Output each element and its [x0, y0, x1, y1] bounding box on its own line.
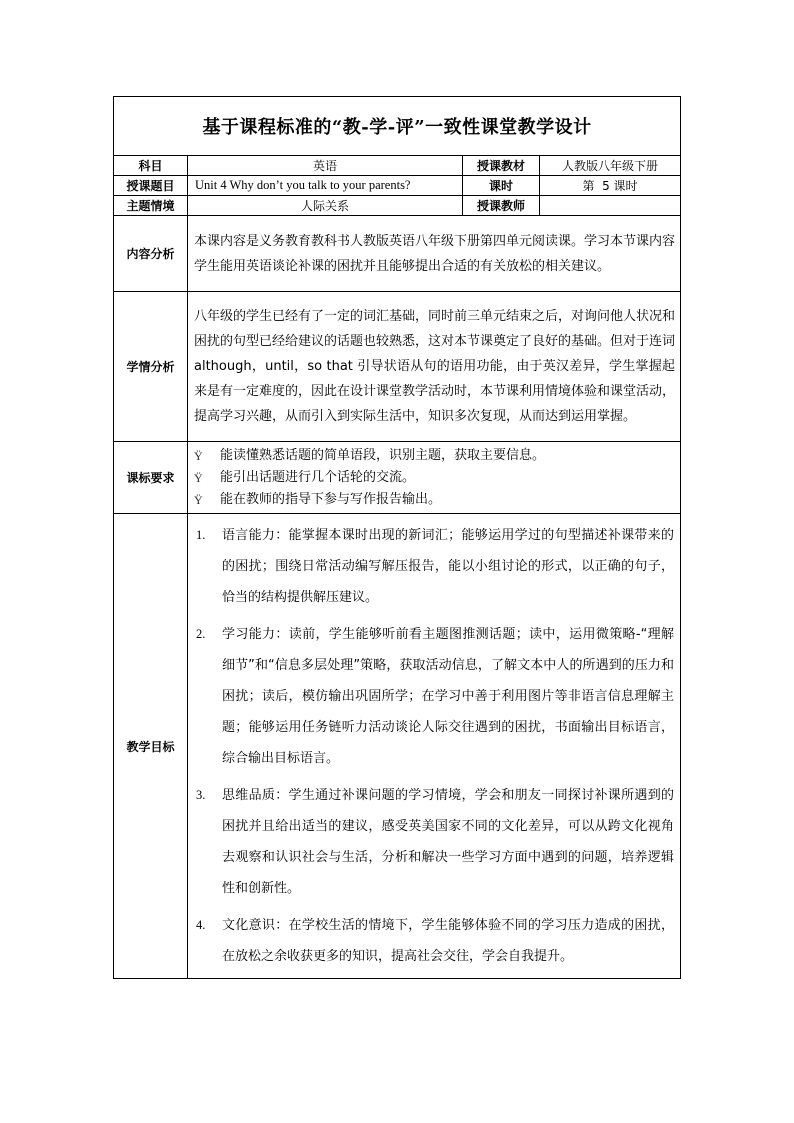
lesson-plan-document — [113, 96, 680, 979]
goal-item — [194, 619, 674, 774]
content-analysis-text: 本课内容是义务教育教科书人教版英语八年级下册第四单元阅读课。学习本节课内容学生能用英语谈论补课的困扰并且能够提出合适的有关放松的相关建议。 — [188, 216, 681, 292]
curriculum-item — [194, 445, 674, 467]
material-value: 人教版八年级下册 — [540, 156, 681, 176]
curriculum-item-text: 能在教师的指导下参与写作报告输出。 — [220, 491, 442, 507]
goal-item — [194, 520, 674, 613]
subject-value: 英语 — [188, 156, 463, 176]
lesson-plan-table — [113, 96, 681, 979]
period-value: 第 5 课时 — [540, 176, 681, 196]
curriculum-item-text: 能引出话题进行几个话轮的交流。 — [220, 469, 416, 485]
goal-number: 4. — [196, 918, 206, 932]
curriculum-list — [188, 442, 681, 514]
goal-number: 2. — [196, 627, 206, 641]
student-analysis-text: 八年级的学生已经有了一定的词汇基础，同时前三单元结束之后，对询问他人状况和困扰的句型已经给建议的话题也较熟悉，这对本节课奠定了良好的基础。但对于连词 although，until，so that 引导状语从句的语用功能，由于英汉差异，学生掌握起来是有一定难度的，因此在设计课堂教学活动时，本节课利用情境体验和课堂活动，提高学习兴趣，从而引入到实际生活中，知识多次复现，从而达到运用掌握。 — [188, 292, 681, 442]
goal-item — [194, 780, 674, 904]
subject-label: 科目 — [114, 156, 188, 176]
student-analysis-label: 学情分析 — [114, 292, 188, 442]
curriculum-label: 课标要求 — [114, 442, 188, 514]
curriculum-item-text: 能读懂熟悉话题的简单语段，识别主题，获取主要信息。 — [220, 447, 546, 463]
bullet-icon: Ÿ — [194, 492, 203, 507]
content-analysis-label: 内容分析 — [114, 216, 188, 292]
teacher-label: 授课教师 — [463, 196, 540, 216]
goal-number: 3. — [196, 788, 206, 802]
goals-label: 教学目标 — [114, 514, 188, 979]
topic-label: 授课题目 — [114, 176, 188, 196]
bullet-icon: Ÿ — [194, 470, 203, 485]
period-label: 课时 — [463, 176, 540, 196]
goal-text: 学习能力：读前，学生能够听前看主题图推测话题；读中，运用微策略-“理解细节”和“信息多层处理”策略，获取活动信息，了解文本中人的所遇到的压力和困扰；读后，模仿输出巩固所学；在学习中善于利用图片等非语言信息理解主题；能够运用任务链听力活动谈论人际交往遇到的困扰，书面输出目标语言，综合输出目标语言。 — [222, 627, 675, 766]
bullet-icon: Ÿ — [194, 448, 203, 463]
goal-text: 语言能力：能掌握本课时出现的新词汇；能够运用学过的句型描述补课带来的的困扰；围绕日常活动编写解压报告，能以小组讨论的形式，以正确的句子，恰当的结构提供解压建议。 — [222, 528, 675, 605]
goals-list — [188, 514, 681, 979]
goal-text: 思维品质：学生通过补课问题的学习情境，学会和朋友一同探讨补课所遇到的困扰并且给出适当的建议，感受英美国家不同的文化差异，可以从跨文化视角去观察和认识社会与生活，分析和解决一些学习方面中遇到的问题，培养逻辑性和创新性。 — [222, 788, 675, 896]
curriculum-item — [194, 489, 674, 511]
context-value: 人际关系 — [188, 196, 463, 216]
curriculum-item — [194, 467, 674, 489]
teacher-value — [540, 196, 681, 216]
context-label: 主题情境 — [114, 196, 188, 216]
goal-number: 1. — [196, 528, 206, 542]
goal-item — [194, 910, 674, 972]
topic-value: Unit 4 Why don’t you talk to your parents? — [188, 176, 463, 196]
document-title: 基于课程标准的“教-学-评”一致性课堂教学设计 — [114, 97, 681, 156]
goal-text: 文化意识：在学校生活的情境下，学生能够体验不同的学习压力造成的困扰，在放松之余收获更多的知识，提高社会交往，学会自我提升。 — [222, 918, 675, 964]
material-label: 授课教材 — [463, 156, 540, 176]
